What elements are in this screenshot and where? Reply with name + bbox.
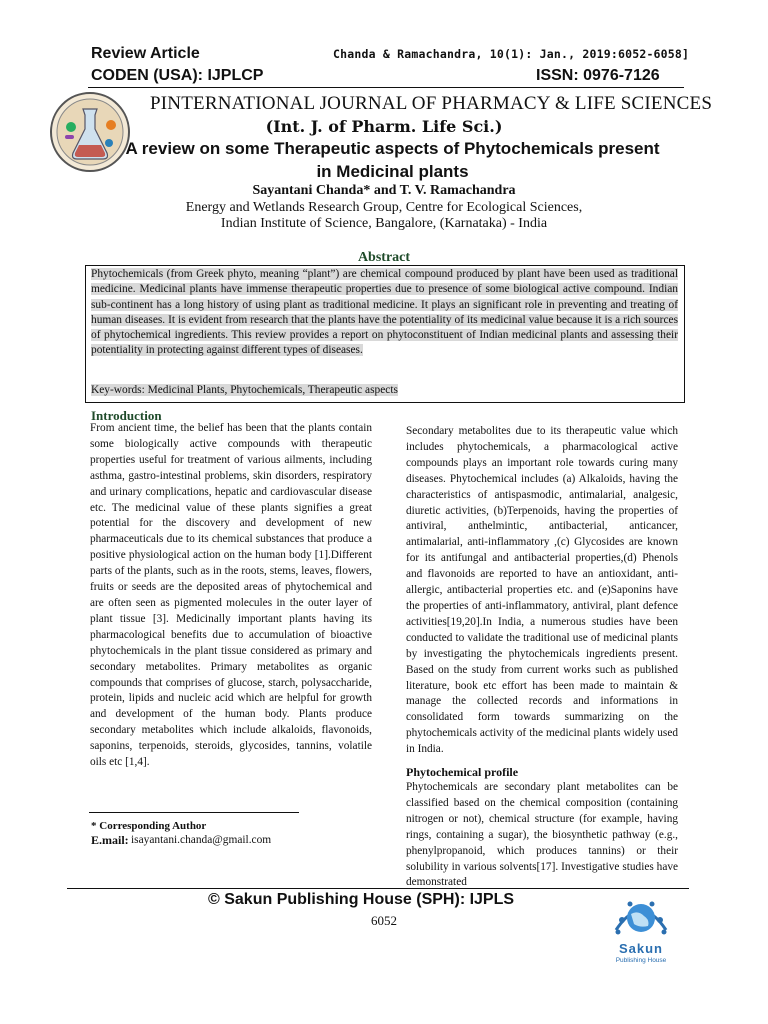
introduction-heading: Introduction [91,408,162,423]
introduction-right-column: Secondary metabolites due to its therapeutic value which includes phytochemicals, a pharmacological active compounds plays an important role towards curing many diseases. Phytochemical includes (a) Alkaloids, having the characteristics of antispasmodic, antimalarial, analgesic, diuretic activities, (b)Terpenoids, having the properties of antiviral, anthelmintic, antibacterial, anticancer, antimalarial, anti-inflammatory ,(c) Glycosides are known for its antifungal and antibacterial properties,(d) Phenols and flavonoids are reported to have an antioxidant, anti-allergic, antibacterial properties etc. and (e)Saponins have the properties of anti-inflammatory, antiviral, plant defence activities[19,20].In India, a numerous studies have been conducted to validate the traditional use of medicinal plants by investigating the phytochemicals ingredients present. Based on the study from current works such as published literature, book etc effort has been made to maintain & manage the collected records and informations in consolidated form towards summarizing on the phytochemicals activity of the medicinal plants widely used in India. [406,425,678,756]
introduction-left-column: From ancient time, the belief has been that the plants contain some biologically active compounds with therapeutic properties useful for treatment of various ailments, including asthma, gastro-intestinal problems, skin disorders, respiratory and urinary complications, hepatic and cardiovascular disease etc. The medicinal value of these plants signifies a great potential for the discovery and development of new pharmaceuticals due to its chemical substances that produce a positive physiological action on the human body [1].Different parts of the plants, such as in the roots, stems, leaves, flowers, fruits or seeds are the deposited areas of phytochemical and are often seen as pigmented molecules in the outer layer of plant tissue [3]. Medicinally important plants having its pharmacological benefits due to accumulation of bioactive phytochemicals in the plant tissue considered as primary and secondary metabolites. Primary metabolites as organic compounds that comprises of glucose, starch, polysaccharide, protein, lipids and nucleic acid which are helpful for growth and development of the human body. Plants produce secondary metabolites which include alkaloids, flavonoids, saponins, terpenoids, steroids, glycosides, tannins, volatile oils etc [1,4]. [90,422,372,769]
header-rule [88,87,684,88]
affiliation-line-2: Indian Institute of Science, Bangalore, (Karnataka) - India [220,216,548,231]
sakun-logo-subtitle: Publishing House [615,957,667,964]
affiliation-line-1: Energy and Wetlands Research Group, Centre for Ecological Sciences, [185,200,583,215]
sakun-logo-word: Sakun [618,941,663,956]
corresponding-author-label: * Corresponding Author [91,820,207,832]
coden: CODEN (USA): IJPLCP [91,67,264,84]
keywords [91,384,398,396]
journal-abbreviation: (Int. J. of Pharm. Life Sci.) [265,117,503,136]
page-number: 6052 [371,913,397,928]
email-link[interactable]: isayantani.chanda@gmail.com [131,834,272,846]
abstract-text [91,267,678,359]
issn: ISSN: 0976-7126 [536,67,660,84]
keywords-text: Key-words: Medicinal Plants, Phytochemicals, Therapeutic aspects [91,384,398,396]
email-label: E.mail: [91,833,129,847]
journal-name [150,93,712,115]
phytochemical-profile-text: Phytochemicals are secondary plant metabolites can be classified based on the chemical composition (containing nitrogen or not), chemical structure (for example, having rings, containing a sugar), the biosynthetic pathway (e.g., phenylpropanoid, which produces tannins) or their solubility in various solvents[17]. Investigative studies have demonstrated [406,781,678,889]
citation: Chanda & Ramachandra, 10(1): Jan., 2019:6052-6058] [333,47,690,61]
paper-title: A review on some Therapeutic aspects of Phytochemicals present in Medicinal plants [125,139,660,181]
abstract-body: Phytochemicals (from Greek phyto, meaning “plant”) are chemical compound produced by plant have been used as traditional medicine. Medicinal plants have immense therapeutic properties due to presence of some biological active compound. Indian sub-continent has a long history of using plant as traditional medicine. It plays an significant role in preventing and treating of human diseases. It is evident from research that the plants have the potentiality of its medicinal value because it is a rich sources of phytochemical ingredients. This review provides a report on phytoconstituent of Indian medicinal plants and assessing their potentiality in protecting against different types of diseases. [91,268,678,357]
authors: Sayantani Chanda* and T. V. Ramachandra [252,183,516,198]
footnote-rule [89,812,299,813]
publisher-line: © Sakun Publishing House (SPH): IJPLS [208,891,515,908]
article-type: Review Article [91,45,200,62]
footer-rule [67,888,689,889]
phytochemical-profile-heading: Phytochemical profile [406,765,519,779]
journal-name-text: PINTERNATIONAL JOURNAL OF PHARMACY & LIFE SCIENCES [150,93,713,114]
abstract-heading: Abstract [357,250,411,265]
